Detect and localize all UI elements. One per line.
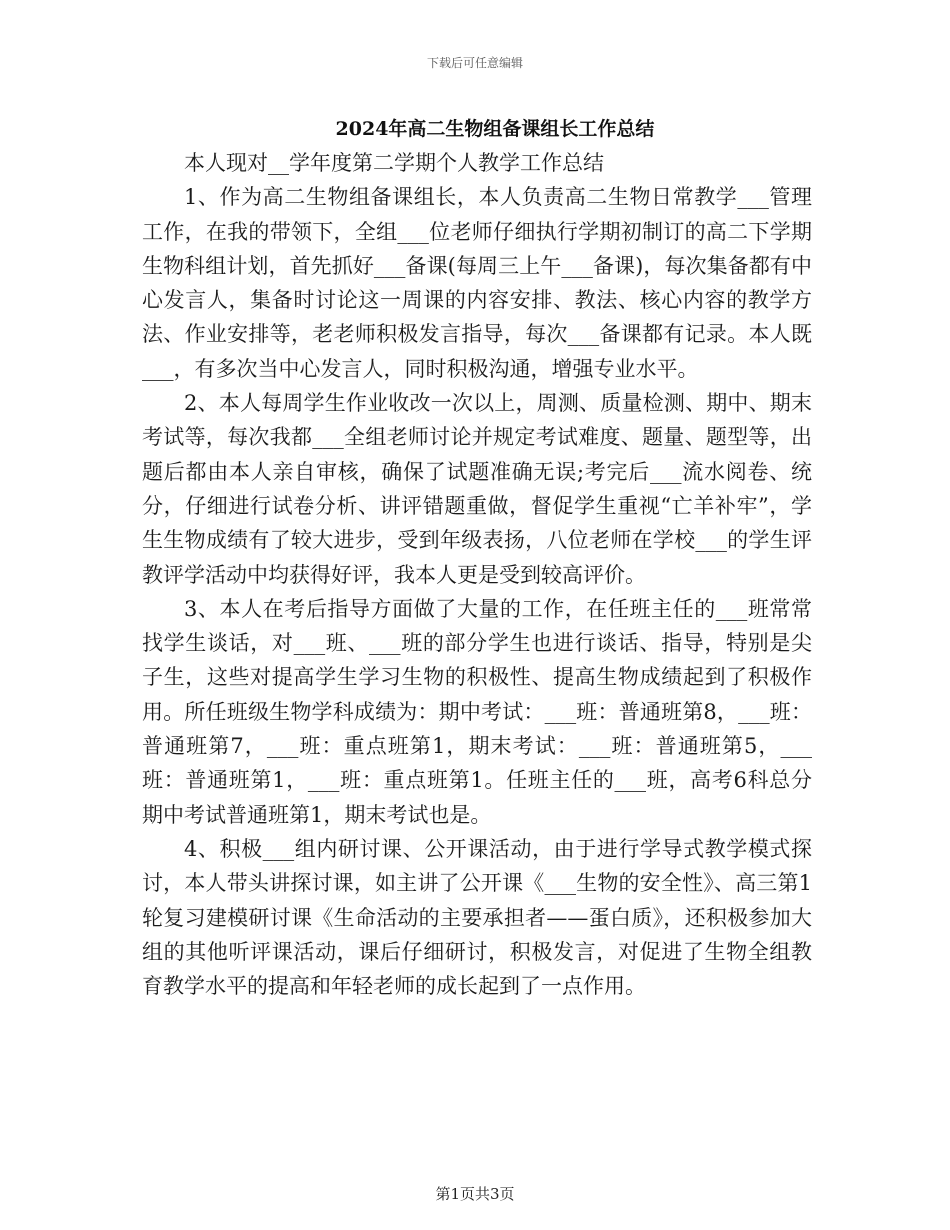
header-note: 下载后可任意编辑 — [426, 56, 523, 70]
paragraph-3: 3、本人在考后指导方面做了大量的工作，在任班主任的___班常常找学生谈话，对___班、___班的部分学生也进行谈话、指导，特别是尖子生，这些对提高学生学习生物的积极性、提高生物成绩起到了积极作用。所任班级生物学科成绩为：期中考试：___班：普通班第8，___班：普通班第7，___班：重点班第1，期末考试：___班：普通班第5，___班：普通班第1，___班：重点班第1。任班主任的___班，高考6科总分期中考试普通班第1，期末考试也是。 — [142, 596, 812, 827]
paragraph-intro: 本人现对__学年度第二学期个人教学工作总结 — [184, 151, 604, 175]
document-title: 2024年高二生物组备课组长工作总结 — [335, 118, 655, 140]
document-body — [142, 146, 812, 1003]
paragraph-1: 1、作为高二生物组备课组长，本人负责高二生物日常教学___管理工作，在我的带领下，全组___位老师仔细执行学期初制订的高二下学期生物科组计划，首先抓好___备课(每周三上午___备课)，每次集备都有中心发言人，集备时讨论这一周课的内容安排、教法、核心内容的教学方法、作业安排等，老老师积极发言指导，每次___备课都有记录。本人既___，有多次当中心发言人，同时积极沟通，增强专业水平。 — [142, 185, 812, 381]
paragraph-2: 2、本人每周学生作业收改一次以上，周测、质量检测、期中、期末考试等，每次我都___全组老师讨论并规定考试难度、题量、题型等，出题后都由本人亲自审核，确保了试题准确无误;考完后___流水阅卷、统分，仔细进行试卷分析、讲评错题重做，督促学生重视“亡羊补牢”，学生生物成绩有了较大进步，受到年级表扬，八位老师在学校___的学生评教评学活动中均获得好评，我本人更是受到较高评价。 — [142, 391, 812, 587]
paragraph-4: 4、积极___组内研讨课、公开课活动，由于进行学导式教学模式探讨，本人带头讲探讨课，如主讲了公开课《___生物的安全性》、高三第1轮复习建模研讨课《生命活动的主要承担者——蛋白质》，还积极参加大组的其他听评课活动，课后仔细研讨，积极发言，对促进了生物全组教育教学水平的提高和年轻老师的成长起到了一点作用。 — [142, 836, 812, 999]
page-number: 第1页共3页 — [435, 1185, 515, 1203]
